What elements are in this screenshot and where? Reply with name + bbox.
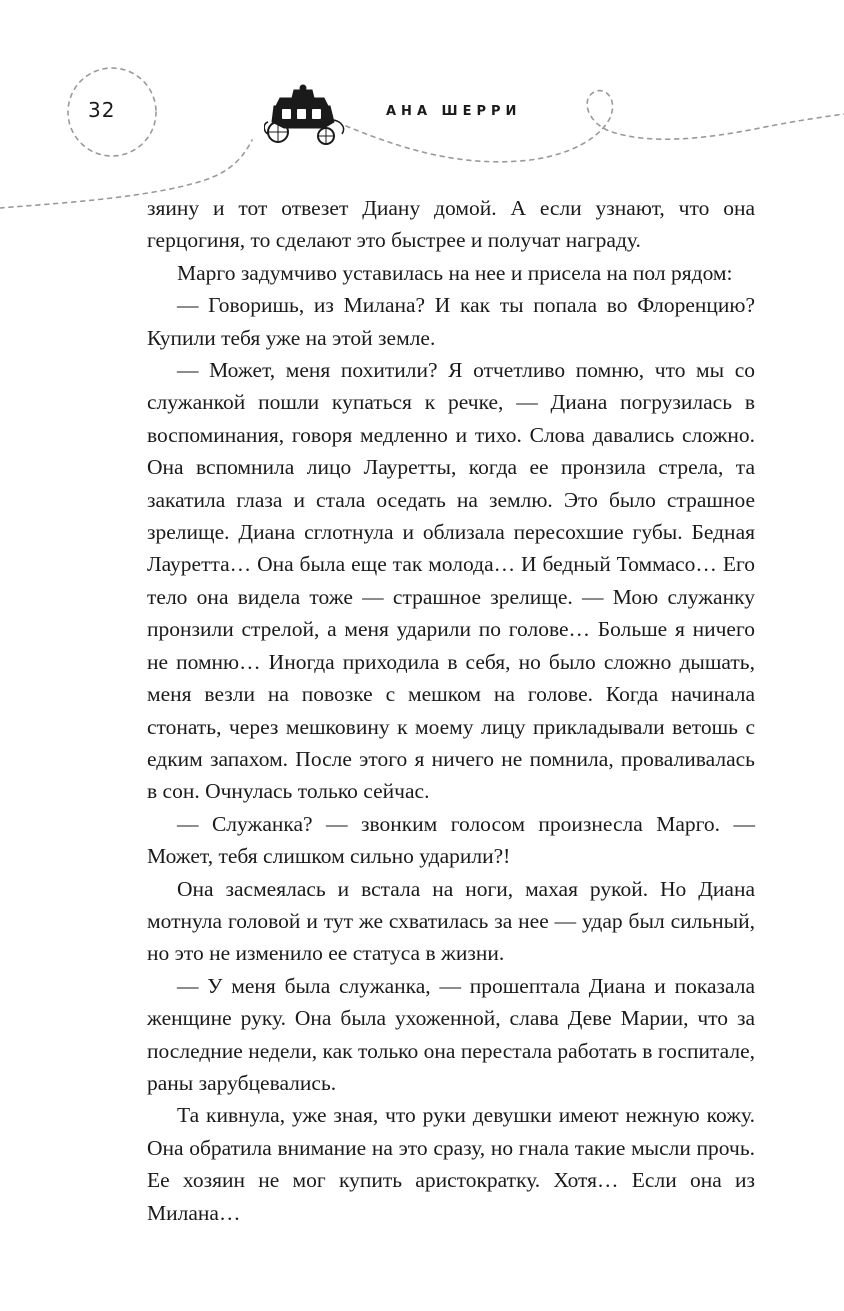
paragraph: — Может, меня похитили? Я отчетливо помню, что мы со служанкой пошли купаться к речке, — Диана погрузилась в воспоминания, говоря медленно и тихо. Слова давались сложно. Она вспомнила лицо Лауретты, когда ее пронзила стрела, та закатила глаза и стала оседать на землю. Это было страшное зрелище. Диана сглотнула и облизала пересохшие губы. Бедная Лауретта… Она была еще так молода… И бедный Томмасо… Его тело она видела тоже — страшное зрелище. — Мою служанку пронзили стрелой, а меня ударили по голове… Больше я ничего не помню… Иногда приходила в себя, но было сложно дышать, меня везли на повозке с мешком на голове. Когда начинала стонать, через мешковину к моему лицу прикладывали ветошь с едким запахом. После этого я ничего не помнила, проваливалась в сон. Очнулась только сейчас. <box>147 358 755 804</box>
carriage-icon <box>264 82 348 148</box>
page-number: 32 <box>88 98 116 122</box>
paragraph: Она засмеялась и встала на ноги, махая рукой. Но Диана мотнула головой и тут же схватилась за нее — удар был сильный, но это не изменило ее статуса в жизни. <box>147 876 755 966</box>
paragraph: зяину и тот отвезет Диану домой. А если узнают, что она герцогиня, то сделают это быстрее и получат награду. <box>147 196 755 253</box>
paragraph: — Говоришь, из Милана? И как ты попала во Флоренцию? Купили тебя уже на этой земле. <box>147 293 755 350</box>
body-text <box>147 192 755 1229</box>
paragraph: — У меня была служанка, — прошептала Диана и показала женщине руку. Она была ухоженной, слава Деве Марии, что за последние недели, как только она перестала работать в госпитале, раны зарубцевались. <box>147 973 755 1095</box>
paragraph: Марго задумчиво уставилась на нее и присела на пол рядом: <box>177 260 733 285</box>
running-head-author: АНА ШЕРРИ <box>386 104 522 119</box>
paragraph: Та кивнула, уже зная, что руки девушки имеют нежную кожу. Она обратила внимание на это сразу, но гнала такие мысли прочь. Ее хозяин не мог купить аристократку. Хотя… Если она из Милана… <box>147 1103 755 1225</box>
paragraph: — Служанка? — звонким голосом произнесла Марго. — Может, тебя слишком сильно ударили?! <box>147 811 755 869</box>
